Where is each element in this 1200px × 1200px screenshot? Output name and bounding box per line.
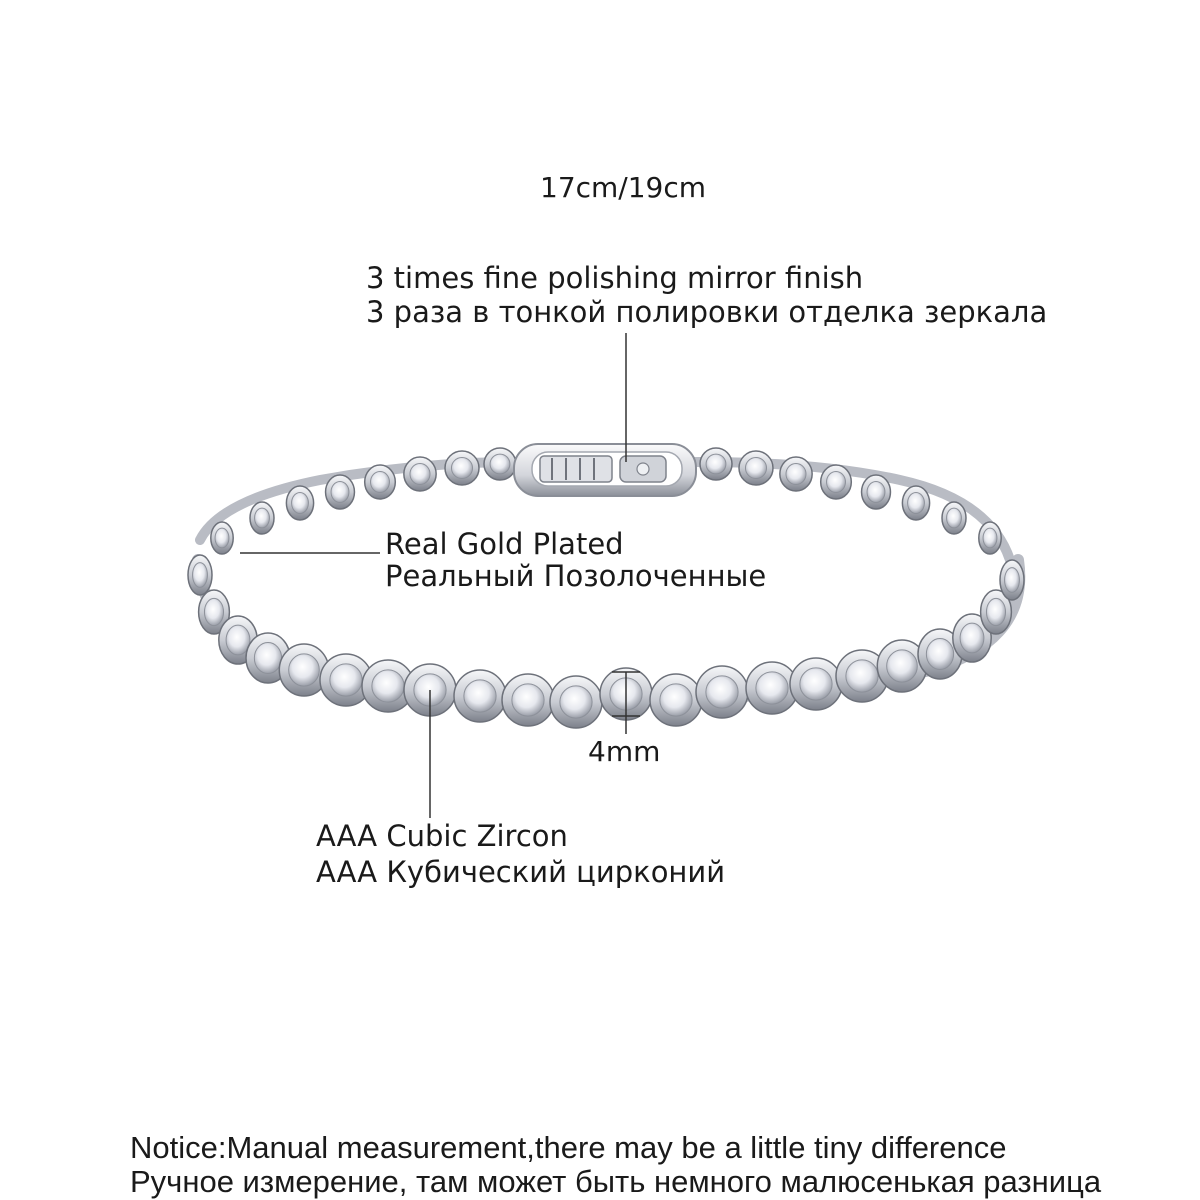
polish-caption-en: 3 times fine polishing mirror finish [366,261,864,295]
bracelet-link [484,448,516,480]
stone-caption-ru: AAA Кубический цирконий [316,855,726,889]
stone-caption-en: AAA Cubic Zircon [316,819,568,853]
bracelet-link [862,475,891,509]
bracelet-link [326,475,355,509]
notice-text-ru: Ручное измерение, там может быть немного малюсенькая разница [130,1164,1102,1199]
notice-text-en: Notice:Manual measurement,there may be a little tiny difference [130,1130,1007,1165]
bracelet-link [942,502,966,534]
bracelet-link [404,457,436,491]
bracelet-link [790,658,842,710]
bracelet-link [188,555,212,595]
plating-caption-ru: Реальный Позолоченные [385,559,767,593]
bracelet-link [902,486,929,520]
bracelet-link [454,670,506,722]
bracelet-link [550,676,602,728]
bracelet-link [365,465,396,499]
bracelet-link [979,522,1001,554]
bracelet-link [286,486,313,520]
bracelet-link [780,457,812,491]
size-label: 17cm/19cm [540,171,707,204]
bracelet-link [650,674,702,726]
bracelet-link [700,448,732,480]
bracelet-link [696,666,748,718]
bracelet-link [739,451,773,485]
clasp [514,444,696,496]
bracelet-link [250,502,274,534]
stone-width-label: 4mm [588,735,661,768]
bracelet-link [1000,560,1024,600]
bracelet-link [821,465,852,499]
polish-caption-ru: 3 раза в тонкой полировки отделка зеркала [366,295,1048,329]
bracelet-link [445,451,479,485]
bracelet-link [502,674,554,726]
plating-caption-en: Real Gold Plated [385,527,624,561]
bracelet-link [211,522,233,554]
